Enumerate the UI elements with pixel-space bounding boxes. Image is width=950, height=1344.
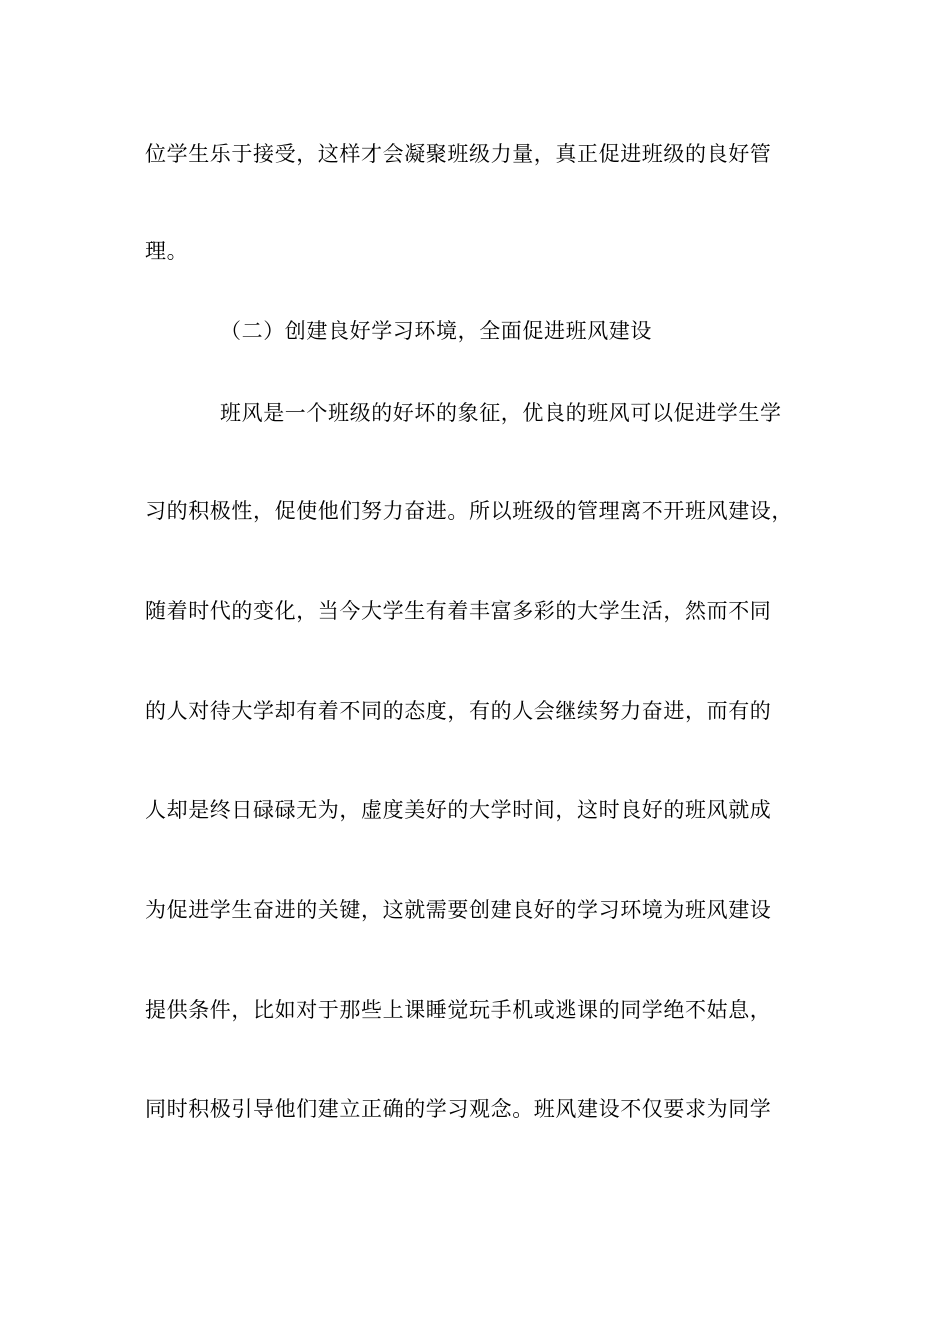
paragraph-line-4: 习的积极性，促使他们努力奋进。所以班级的管理离不开班风建设，	[145, 499, 793, 523]
paragraph-line-9: 提供条件，比如对于那些上课睡觉玩手机或逃课的同学绝不姑息，	[145, 998, 772, 1022]
paragraph-line-1: 位学生乐于接受，这样才会凝聚班级力量，真正促进班级的良好管	[145, 142, 772, 166]
section-heading: （二）创建良好学习环境，全面促进班风建设	[220, 319, 652, 343]
paragraph-line-7: 人却是终日碌碌无为，虚度美好的大学时间，这时良好的班风就成	[145, 798, 772, 822]
paragraph-line-3: 班风是一个班级的好坏的象征，优良的班风可以促进学生学	[220, 401, 782, 425]
paragraph-line-5: 随着时代的变化，当今大学生有着丰富多彩的大学生活，然而不同	[145, 599, 772, 623]
paragraph-line-6: 的人对待大学却有着不同的态度，有的人会继续努力奋进，而有的	[145, 699, 772, 723]
paragraph-line-2: 理。	[145, 239, 189, 263]
paragraph-line-10: 同时积极引导他们建立正确的学习观念。班风建设不仅要求为同学	[145, 1097, 772, 1121]
paragraph-line-8: 为促进学生奋进的关键，这就需要创建良好的学习环境为班风建设	[145, 898, 772, 922]
